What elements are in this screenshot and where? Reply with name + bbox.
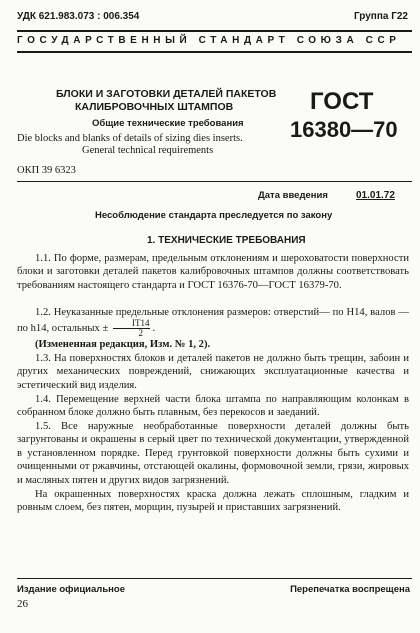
reprint-prohibited: Перепечатка воспрещена [290, 584, 410, 595]
header-rule-bottom [17, 51, 412, 53]
fraction-numerator: IT14 [113, 319, 151, 329]
paragraph-1-3: 1.3. На поверхностях блоков и деталей пакетов не должно быть трещин, забоин и других механических повреждений, снижающих эксплуатационные качества и эстетический вид изделия. [17, 353, 409, 391]
effective-date: 01.01.72 [356, 190, 395, 201]
gost-label: ГОСТ [310, 88, 374, 115]
title-english-line-2: General technical requirements [82, 145, 214, 156]
page-number: 26 [17, 598, 28, 610]
title-line-1: БЛОКИ И ЗАГОТОВКИ ДЕТАЛЕЙ ПАКЕТОВ [56, 88, 277, 100]
legal-notice: Несоблюдение стандарта преследуется по закону [95, 210, 333, 221]
official-edition: Издание официальное [17, 584, 125, 595]
title-english-line-1: Die blocks and blanks of details of sizing dies inserts. [17, 133, 243, 144]
okp-code: ОКП 39 6323 [17, 165, 76, 176]
footer-rule [17, 578, 412, 579]
paragraph-1-2-end: . [152, 323, 156, 335]
paragraph-paint: На окрашенных поверхностях краска должна лежать сплошным, гладким и ровным слоем, без пятен, морщин, пузырей и приставших загрязнений. [17, 489, 409, 514]
group-code: Группа Г22 [353, 11, 408, 22]
section-heading: 1. ТЕХНИЧЕСКИЕ ТРЕБОВАНИЯ [147, 235, 306, 246]
tolerance-fraction [113, 319, 151, 338]
paragraph-1-2-text: 1.2. Неуказанные предельные отклонения размеров: отверстий— по H14, валов — по h14, остальных ± [17, 307, 409, 335]
paragraph-1-2 [17, 306, 409, 338]
subtitle: Общие технические требования [92, 118, 244, 129]
fraction-denominator: 2 [138, 328, 143, 339]
title-divider [17, 181, 412, 182]
udc-code: УДК 621.983.073 : 006.354 [17, 11, 140, 22]
paragraph-1-4: 1.4. Перемещение верхней части блока штампа по направляющим колонкам в собранном блоке должно быть плавным, без перекосов и заеданий. [17, 394, 409, 419]
header-rule-top [17, 30, 412, 32]
gost-number: 16380—70 [290, 117, 398, 142]
paragraph-1-1: 1.1. По форме, размерам, предельным отклонениям и шероховатости поверхности блоки и заготовки деталей пакетов калибровочных штампов должны соответствовать требованиям настоящего стандарта и ГОСТ 16376-70—ГОСТ 16379-70. [17, 253, 409, 291]
effective-date-label: Дата введения [258, 190, 328, 201]
paragraph-1-5: 1.5. Все наружные необработанные поверхности деталей должны быть загрунтованы и окрашены в серый цвет по технической документации, утвержденной в установленном порядке. Перед грунтовкой поверхности должны быть сухими и очищенными от ржавчины, отстающей окалины, формовочной земли, грязи, жировых и масляных пятен и других видов загрязнений. [17, 421, 409, 486]
amendment-note: (Измененная редакция, Изм. № 1, 2). [35, 339, 211, 350]
standard-title: ГОСУДАРСТВЕННЫЙ СТАНДАРТ СОЮЗА ССР [17, 35, 401, 46]
title-line-2: КАЛИБРОВОЧНЫХ ШТАМПОВ [75, 101, 234, 113]
